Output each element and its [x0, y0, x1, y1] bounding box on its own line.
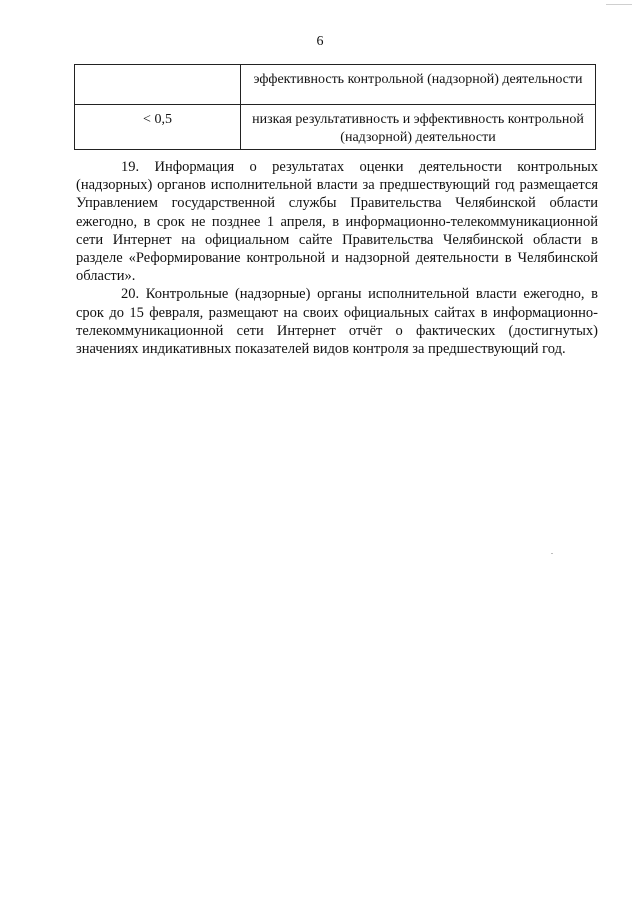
table-row: [75, 65, 596, 105]
table-cell-description: эффективность контрольной (надзорной) деятельности: [241, 65, 596, 105]
paragraph-20: 20. Контрольные (надзорные) органы исполнительной власти ежегодно, в срок до 15 февраля, размещают на своих официальных сайтах в информационно-телекоммуникационной сети Интернет отчёт о фактических (достигнутых) значениях индикативных показателей видов контроля за предшествующий год.: [76, 286, 598, 358]
table-row: [75, 105, 596, 150]
table-cell-description: низкая результативность и эффективность контрольной (надзорной) деятельности: [241, 105, 596, 150]
assessment-table: [74, 64, 596, 150]
scan-artifact-dot: [551, 553, 553, 554]
table-cell-value: [75, 65, 241, 105]
paragraph-19: 19. Информация о результатах оценки деятельности контрольных (надзорных) органов исполнительной власти за предшествующий год размещается Управлением государственной службы Правительства Челябинской области ежегодно, в срок не позднее 1 апреля, в информационно-телекоммуникационной сети Интернет на официальном сайте Правительства Челябинской области в разделе «Реформирование контрольной и надзорной деятельности в Челябинской области».: [76, 159, 598, 285]
table-cell-value: < 0,5: [75, 105, 241, 150]
page-number: 6: [316, 34, 324, 49]
document-body: [76, 158, 598, 358]
scan-artifact-line: [606, 4, 632, 5]
